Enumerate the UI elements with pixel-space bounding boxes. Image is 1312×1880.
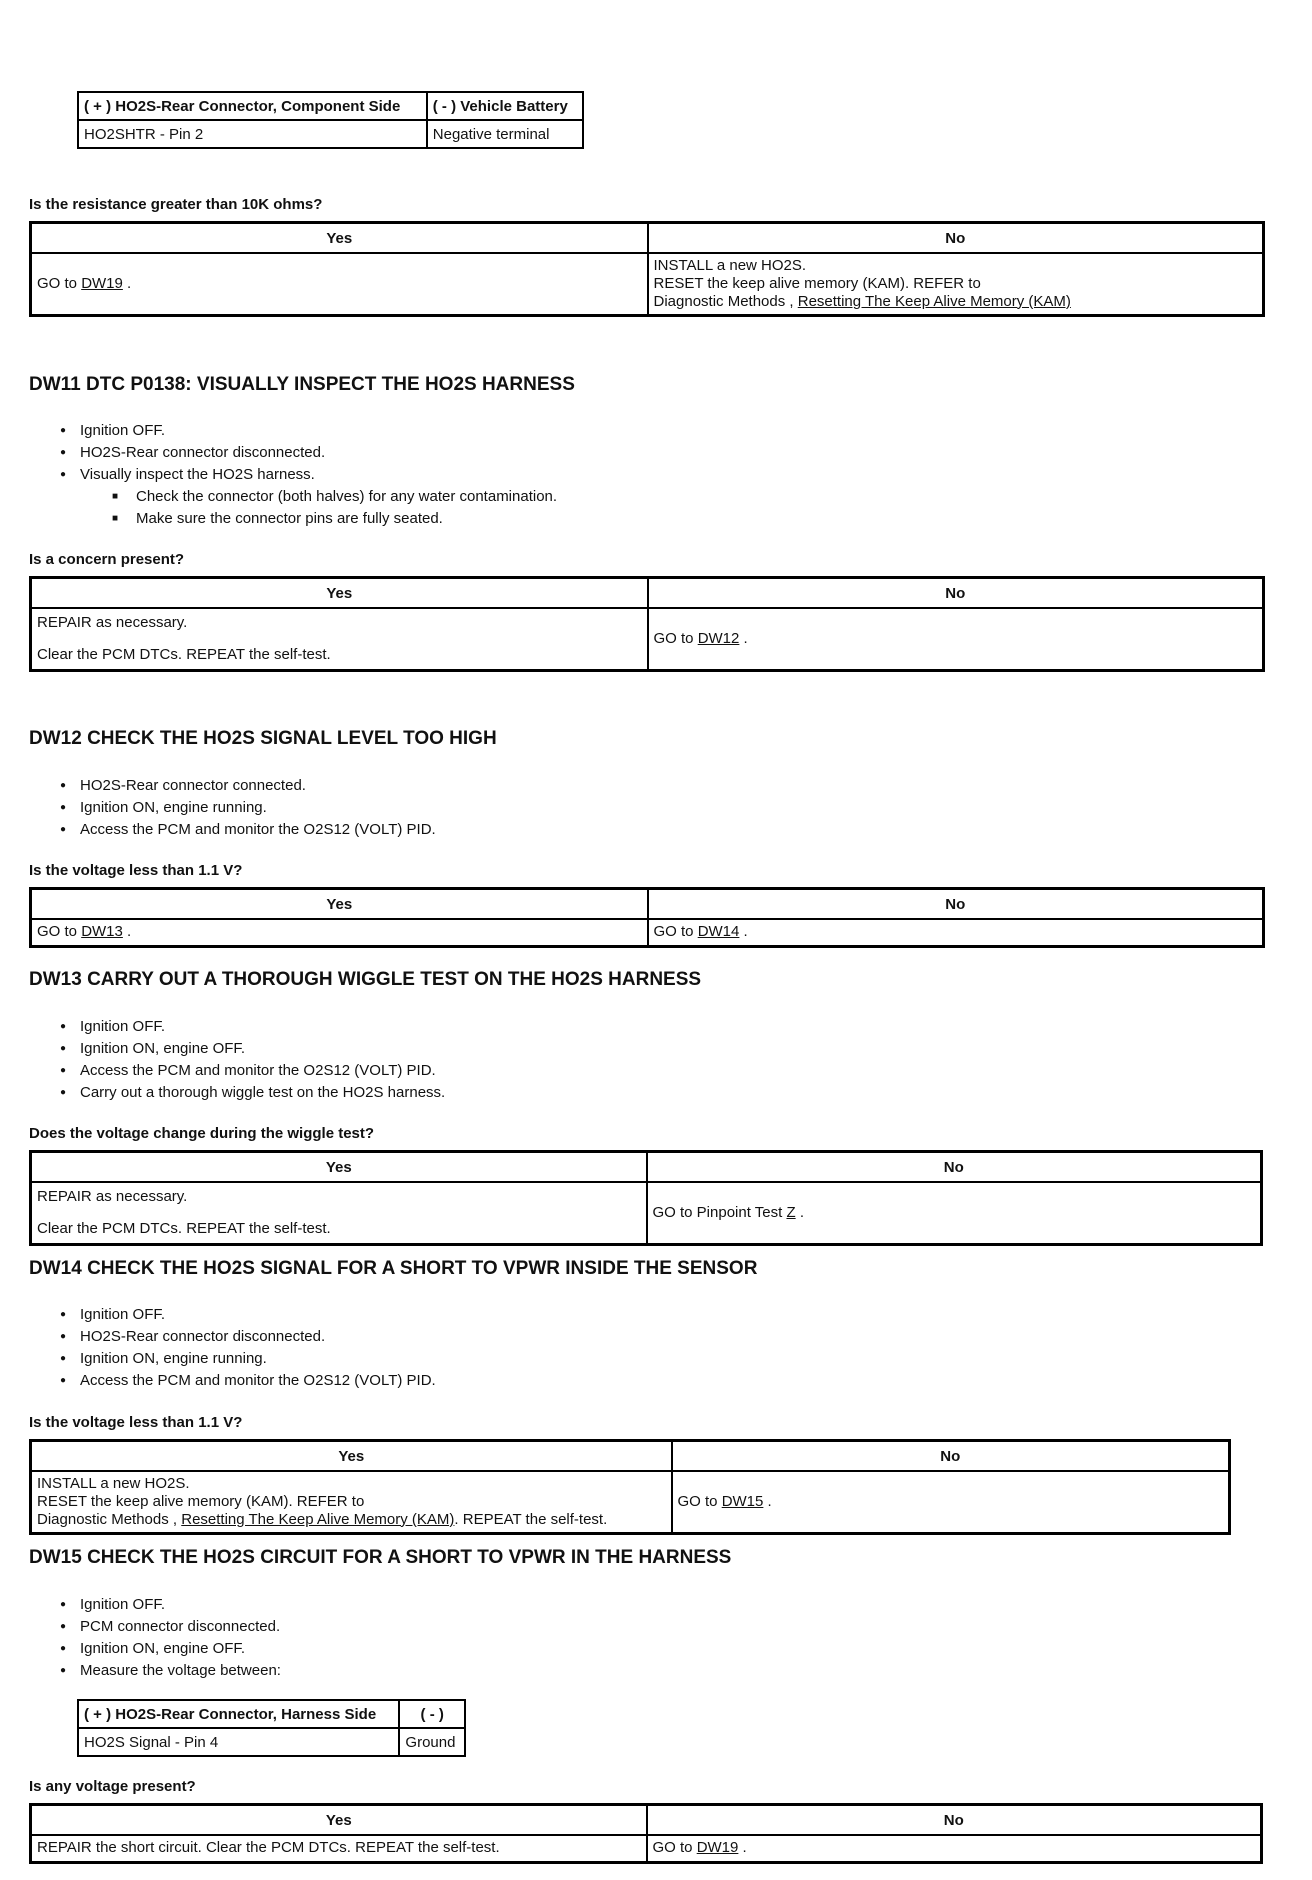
dw15-steps [60, 1594, 281, 1682]
no-header: No [647, 1152, 1262, 1183]
dw15-table-header-right: ( - ) [399, 1700, 465, 1728]
list-item: ■ Make sure the connector pins are fully seated. [60, 508, 557, 530]
no-cell: GO to DW14 . [648, 919, 1264, 946]
yes-cell: INSTALL a new HO2S. RESET the keep alive memory (KAM). REFER to Diagnostic Methods , Resetting The Keep Alive Memory (KAM). REPEAT the self-test. [31, 1471, 672, 1533]
yes-header: Yes [31, 223, 648, 254]
list-item: ● PCM connector disconnected. [60, 1616, 281, 1638]
list-item: ● Ignition OFF. [60, 420, 557, 442]
dw11-heading: DW11 DTC P0138: VISUALLY INSPECT THE HO2S HARNESS [29, 374, 575, 395]
yes-cell: REPAIR as necessary. Clear the PCM DTCs. REPEAT the self-test. [31, 608, 648, 670]
list-item: ● Measure the voltage between: [60, 1660, 281, 1682]
list-item: ● Access the PCM and monitor the O2S12 (VOLT) PID. [60, 819, 436, 841]
question-voltage-dw12: Is the voltage less than 1.1 V? [29, 862, 243, 879]
link-dw19[interactable]: DW19 [81, 274, 123, 292]
yes-header: Yes [31, 1441, 672, 1472]
list-item: ■ Check the connector (both halves) for any water contamination. [60, 486, 557, 508]
dw11-decision-table [29, 576, 1265, 672]
list-item: ● Ignition OFF. [60, 1016, 445, 1038]
link-dw19[interactable]: DW19 [696, 1839, 739, 1857]
dw14-heading: DW14 CHECK THE HO2S SIGNAL FOR A SHORT TO VPWR INSIDE THE SENSOR [29, 1258, 758, 1279]
question-wiggle: Does the voltage change during the wiggle test? [29, 1125, 375, 1142]
dw14-decision-table [29, 1439, 1231, 1535]
question-concern: Is a concern present? [29, 551, 185, 568]
no-cell: GO to DW19 . [647, 1835, 1262, 1862]
link-dw14[interactable]: DW14 [697, 923, 740, 941]
list-item: ● Ignition ON, engine OFF. [60, 1038, 445, 1060]
list-item: ● HO2S-Rear connector disconnected. [60, 1326, 436, 1348]
no-cell: GO to DW15 . [672, 1471, 1230, 1533]
dw12-decision-table [29, 887, 1265, 948]
dw15-table-cell-left: HO2S Signal - Pin 4 [78, 1728, 399, 1756]
yes-cell: REPAIR as necessary. Clear the PCM DTCs. REPEAT the self-test. [31, 1182, 647, 1244]
list-item: ● Ignition ON, engine running. [60, 797, 436, 819]
dw14-steps [60, 1304, 436, 1392]
link-dw15[interactable]: DW15 [721, 1492, 764, 1510]
list-item: ● Ignition ON, engine running. [60, 1348, 436, 1370]
top-connector-table [77, 91, 584, 149]
list-item: ● Carry out a thorough wiggle test on the HO2S harness. [60, 1082, 445, 1104]
list-item: ● Ignition OFF. [60, 1304, 436, 1326]
no-header: No [648, 889, 1264, 920]
yes-header: Yes [31, 1805, 647, 1836]
dw15-decision-table [29, 1803, 1263, 1864]
top-table-header-right: ( - ) Vehicle Battery [427, 92, 583, 120]
no-header: No [647, 1805, 1262, 1836]
yes-header: Yes [31, 1152, 647, 1183]
link-pinpoint-z[interactable]: Z [786, 1203, 796, 1221]
top-table-header-left: ( + ) HO2S-Rear Connector, Component Side [78, 92, 427, 120]
dw15-heading: DW15 CHECK THE HO2S CIRCUIT FOR A SHORT TO VPWR IN THE HARNESS [29, 1547, 732, 1568]
link-dw12[interactable]: DW12 [697, 629, 740, 647]
dw13-steps [60, 1016, 445, 1104]
list-item: ● Visually inspect the HO2S harness. [60, 464, 557, 486]
resistance-decision-table [29, 221, 1265, 317]
top-table-cell-right: Negative terminal [427, 120, 583, 148]
list-item: ● Ignition OFF. [60, 1594, 281, 1616]
dw15-connector-table [77, 1699, 466, 1757]
yes-header: Yes [31, 889, 648, 920]
top-table-cell-left: HO2SHTR - Pin 2 [78, 120, 427, 148]
yes-cell: GO to DW13 . [31, 919, 648, 946]
dw15-table-header-left: ( + ) HO2S-Rear Connector, Harness Side [78, 1700, 399, 1728]
dw11-steps [60, 420, 557, 530]
no-header: No [648, 223, 1264, 254]
no-header: No [672, 1441, 1230, 1472]
link-dw13[interactable]: DW13 [81, 923, 123, 941]
list-item: ● HO2S-Rear connector disconnected. [60, 442, 557, 464]
link-reset-kam[interactable]: Resetting The Keep Alive Memory (KAM) [181, 1510, 455, 1528]
list-item: ● Ignition ON, engine OFF. [60, 1638, 281, 1660]
no-cell: INSTALL a new HO2S. RESET the keep alive memory (KAM). REFER to Diagnostic Methods , Resetting The Keep Alive Memory (KAM) [648, 253, 1264, 315]
link-reset-kam[interactable]: Resetting The Keep Alive Memory (KAM) [797, 292, 1071, 310]
list-item: ● Access the PCM and monitor the O2S12 (VOLT) PID. [60, 1060, 445, 1082]
list-item: ● Access the PCM and monitor the O2S12 (VOLT) PID. [60, 1370, 436, 1392]
question-any-voltage: Is any voltage present? [29, 1778, 196, 1795]
dw13-decision-table [29, 1150, 1263, 1246]
no-cell: GO to Pinpoint Test Z . [647, 1182, 1262, 1244]
yes-header: Yes [31, 578, 648, 609]
yes-cell: GO to DW19 . [31, 253, 648, 315]
question-resistance: Is the resistance greater than 10K ohms? [29, 196, 323, 213]
yes-cell: REPAIR the short circuit. Clear the PCM DTCs. REPEAT the self-test. [31, 1835, 647, 1862]
dw12-steps [60, 775, 436, 841]
no-cell: GO to DW12 . [648, 608, 1264, 670]
dw13-heading: DW13 CARRY OUT A THOROUGH WIGGLE TEST ON THE HO2S HARNESS [29, 969, 702, 990]
no-header: No [648, 578, 1264, 609]
dw12-heading: DW12 CHECK THE HO2S SIGNAL LEVEL TOO HIGH [29, 728, 497, 749]
dw15-table-cell-right: Ground [399, 1728, 465, 1756]
list-item: ● HO2S-Rear connector connected. [60, 775, 436, 797]
question-voltage-dw14: Is the voltage less than 1.1 V? [29, 1414, 243, 1431]
